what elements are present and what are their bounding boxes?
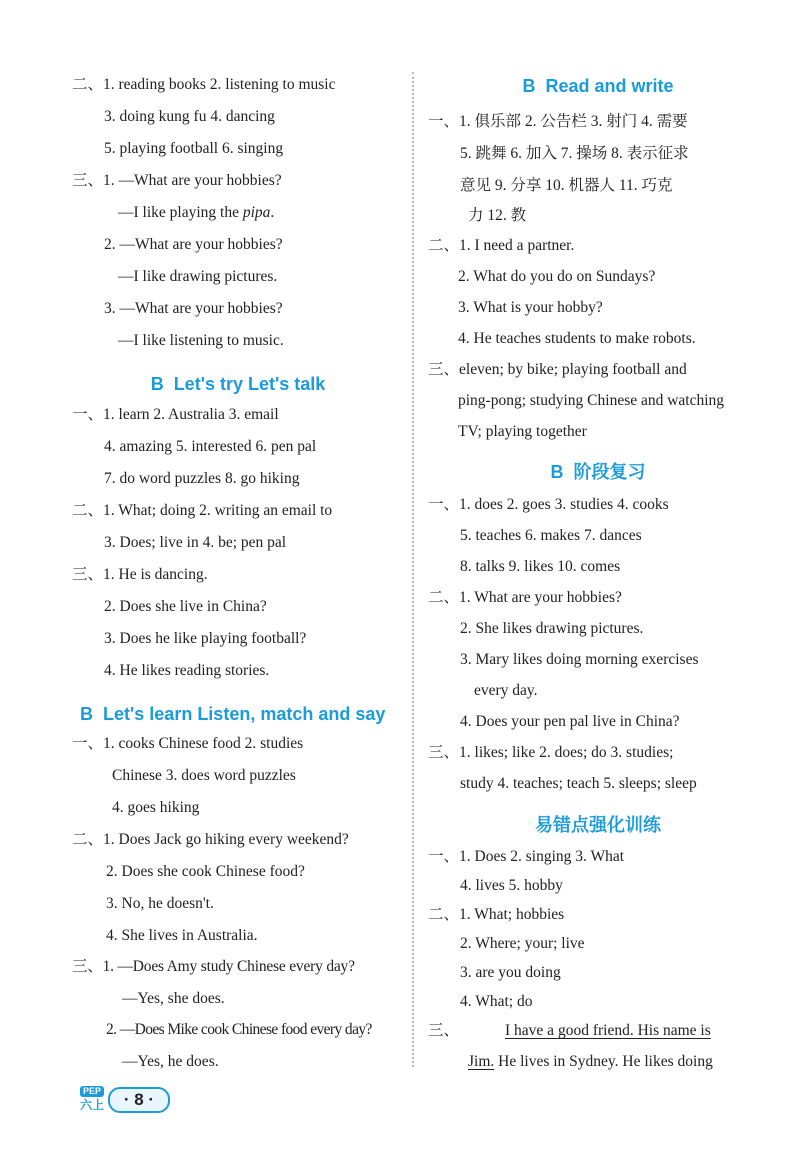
answer-line: 2. —What are your hobbies? [104,236,283,253]
answer-line: —I like drawing pictures. [118,268,278,285]
answer-line: —I like playing the pipa. [118,204,275,221]
answer-line: every day. [474,682,538,699]
section-marker: 三、 [72,566,104,583]
answer-line: 2. —Does Mike cook Chinese food every day? [106,1021,372,1038]
page-number: · 8 · [108,1087,170,1113]
section-marker: 一、 [428,848,460,865]
answer-line: —I like listening to music. [118,332,284,349]
section-marker: 一、 [428,113,460,130]
answer-line: 二、1. What; hobbies [428,906,565,923]
answer-line: 2. Where; your; live [460,935,585,952]
answer-line: 三、1. He is dancing. [72,566,208,583]
answer-line: —Yes, he does. [122,1053,219,1070]
section-marker: 二、 [72,76,104,93]
answer-line: 2. What do you do on Sundays? [458,268,656,285]
section-heading: B Let's learn Listen, match and say [80,704,386,724]
answer-line: 5. playing football 6. singing [104,140,284,157]
section-marker: 三、 [72,172,104,189]
section-marker: 二、 [72,831,104,848]
edition-badge: PEP [80,1086,104,1097]
answer-line: 3. are you doing [460,964,561,981]
answer-line: 4. What; do [460,993,533,1010]
answer-line: 7. do word puzzles 8. go hiking [104,470,300,487]
section-marker: 三、 [428,744,460,761]
answer-line: Jim. He lives in Sydney. He likes doing [468,1053,713,1070]
section-heading: 易错点强化训练 [535,815,661,835]
written-answer: Jim. [468,1053,495,1070]
answer-line: 5. teaches 6. makes 7. dances [460,527,642,544]
answer-line: 5. 跳舞 6. 加入 7. 操场 8. 表示征求 [460,145,689,162]
section-marker: 二、 [428,237,460,254]
answer-line: 4. He teaches students to make robots. [458,330,696,347]
answer-line: 3. No, he doesn't. [106,895,214,912]
section-marker: 一、 [428,496,460,513]
answer-line: —Yes, she does. [122,990,225,1007]
answer-line: 一、1. learn 2. Australia 3. email [72,406,279,423]
answer-line: 3. —What are your hobbies? [104,300,283,317]
grade-label: 六上 [80,1098,105,1112]
answer-line: 二、1. I need a partner. [428,237,575,254]
section-marker: 一、 [72,406,104,423]
answer-line [428,1021,768,1041]
answer-line: study 4. teaches; teach 5. sleeps; sleep [460,775,697,792]
answer-line: 3. Does he like playing football? [104,630,307,647]
answer-line: 3. What is your hobby? [458,299,603,316]
answer-line: 4. goes hiking [112,799,200,816]
answer-line: 3. doing kung fu 4. dancing [104,108,275,125]
answer-line: 3. Mary likes doing morning exercises [460,651,699,668]
section-marker: 二、 [428,589,460,606]
answer-line: 2. She likes drawing pictures. [460,620,644,637]
column-divider [412,72,414,1067]
section-marker: 一、 [72,735,104,752]
answer-line: 4. amazing 5. interested 6. pen pal [104,438,317,455]
answer-line: 4. lives 5. hobby [460,877,563,894]
section-marker: 三、 [428,361,460,378]
answer-line: 意见 9. 分享 10. 机器人 11. 巧克 [460,177,673,194]
answer-line: 一、1. cooks Chinese food 2. studies [72,735,304,752]
section-heading: B 阶段复习 [550,462,646,482]
answer-line: 力 12. 教 [468,207,527,224]
answer-line: 二、1. reading books 2. listening to music [72,76,336,93]
answer-line: 二、1. Does Jack go hiking every weekend? [72,831,349,848]
section-heading: B Let's try Let's talk [150,374,326,394]
answer-line: ping-pong; studying Chinese and watching [458,392,725,409]
answer-line: 一、1. 俱乐部 2. 公告栏 3. 射门 4. 需要 [428,113,688,130]
section-heading: B Read and write [522,76,674,96]
answer-line: TV; playing together [458,423,587,440]
section-marker: 二、 [72,502,104,519]
answer-line: 4. Does your pen pal live in China? [460,713,680,730]
section-marker: 二、 [428,906,460,923]
answer-line: 3. Does; live in 4. be; pen pal [104,534,287,551]
answer-line: 三、1. —Does Amy study Chinese every day? [72,958,355,975]
answer-line: 8. talks 9. likes 10. comes [460,558,621,575]
answer-line: 二、1. What are your hobbies? [428,589,622,606]
section-marker: 三、 [428,1022,460,1039]
answer-line: 一、1. Does 2. singing 3. What [428,848,625,865]
answer-line: 4. He likes reading stories. [104,662,270,679]
section-marker: 三、 [72,958,103,975]
answer-line: 4. She lives in Australia. [106,927,258,944]
answer-line: 一、1. does 2. goes 3. studies 4. cooks [428,496,669,513]
answer-line: 2. Does she live in China? [104,598,267,615]
answer-line: 三、eleven; by bike; playing football and [428,361,687,378]
answer-line: Chinese 3. does word puzzles [112,767,296,784]
written-answer: I have a good friend. His name is [505,1022,711,1039]
answer-line: 二、1. What; doing 2. writing an email to [72,502,333,519]
answer-line: 三、1. likes; like 2. does; do 3. studies; [428,744,674,761]
answer-line: 2. Does she cook Chinese food? [106,863,305,880]
answer-line: 三、1. —What are your hobbies? [72,172,282,189]
